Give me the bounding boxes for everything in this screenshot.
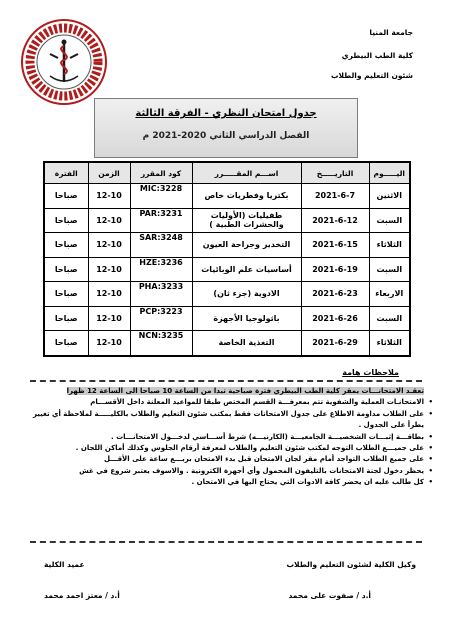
date-cell: 2021-6-7 <box>301 184 369 209</box>
code-cell: HZE:3236 <box>130 257 192 282</box>
note-text: تعقـد الامتحانـــات بمقر كلية الطب البيطري فترة صباحية تبدا من الساعة 10 صباحا الى الساعة 12 ظهرا <box>66 387 424 395</box>
date-cell: 2021-6-12 <box>301 208 369 233</box>
table-row <box>44 184 410 209</box>
semester-title: الفصل الدراسي الثاني 2020-2021 م <box>142 131 310 141</box>
day-cell: الثلاثاء <box>369 331 410 356</box>
code-cell: SAR:3248 <box>130 233 192 258</box>
dean-title: عميد الكلية <box>44 560 85 569</box>
time-cell: 12-10 <box>88 306 130 331</box>
period-cell: صباحا <box>44 257 88 282</box>
vice-dean-title: وكيل الكلية لشئون التعليم والطلاب <box>286 560 416 569</box>
table-header-row <box>44 162 410 184</box>
note-item: • الامتحانـات العملية والشفوية تتم بمعرفـــة القسم المختص طبقا للمواعيد المعلنة داخل الأقســـام <box>15 397 433 408</box>
course-cell: التخدير وجراحة العيون <box>192 233 301 258</box>
course-cell: أساسيات علم الوبائيات <box>192 257 301 282</box>
note-item: • على جميع الطلاب التواجد أمام مقر لجان الامتحان قبل بدء الامتحان بربـــع ساعة على الأقـــل <box>15 454 433 465</box>
header-course: اســـم المقـــــرر <box>192 162 301 184</box>
date-cell: 2021-6-15 <box>301 233 369 258</box>
note-item: • يحظر دخول لجنة الامتحانات بالتليفون المحمول وأي أجهزة الكترونية . والاسوف يعتبر شروع في غش <box>15 466 433 477</box>
course-cell: باثولوجيا الأجهزة <box>192 306 301 331</box>
date-cell: 2021-6-26 <box>301 306 369 331</box>
note-item: • بطاقـــة إثبـــات الشخصيـــة الجامعيـــة (الكارنيـــه) شرط أســـاسي لدخـــول الامتحانـــات . <box>15 432 433 443</box>
dashed-divider <box>30 380 422 382</box>
period-cell: صباحا <box>44 184 88 209</box>
university-name: جامعة المنيا <box>369 28 413 37</box>
notes-list <box>15 386 433 489</box>
header-period: الفترة <box>44 162 88 184</box>
schedule-title: جدول امتحان النظري - الفرقة الثالثة <box>135 108 317 119</box>
dean-name: أ.د / معتز احمد محمد <box>44 591 120 600</box>
code-cell: PCP:3223 <box>130 306 192 331</box>
note-item: • على جميـــع الطلاب التوجه لمكتب شئون التعليم والطلاب لمعرفة أرقام الجلوس وكذلك أماكن اللجان . <box>15 443 433 454</box>
table-row <box>44 331 410 356</box>
table-row <box>44 257 410 282</box>
time-cell: 12-10 <box>88 208 130 233</box>
code-cell: MIC:3228 <box>130 184 192 209</box>
day-cell: الاثنين <box>369 184 410 209</box>
note-item <box>15 386 433 397</box>
table-row <box>44 306 410 331</box>
period-cell: صباحا <box>44 306 88 331</box>
time-cell: 12-10 <box>88 331 130 356</box>
period-cell: صباحا <box>44 282 88 307</box>
code-cell: PAR:3231 <box>130 208 192 233</box>
course-cell: طفيليات (الأوليات والحشرات الطبية ) <box>192 208 301 233</box>
day-cell: السبت <box>369 257 410 282</box>
day-cell: الاربعاء <box>369 282 410 307</box>
time-cell: 12-10 <box>88 282 130 307</box>
course-cell: بكتريا وفطريات خاص <box>192 184 301 209</box>
vice-dean-name: أ.د / صفوت على محمد <box>288 591 371 600</box>
table-row <box>44 208 410 233</box>
title-box <box>94 98 358 158</box>
code-cell: NCN:3235 <box>130 331 192 356</box>
day-cell: الثلاثاء <box>369 233 410 258</box>
header-organization <box>263 28 413 91</box>
time-cell: 12-10 <box>88 233 130 258</box>
day-cell: السبت <box>369 208 410 233</box>
course-cell: التغذية الخاصة <box>192 331 301 356</box>
code-cell: PHA:3233 <box>130 282 192 307</box>
header-date: التاريـــــخ <box>301 162 369 184</box>
header-code: كود المقرر <box>130 162 192 184</box>
period-cell: صباحا <box>44 208 88 233</box>
header-day: اليـــــوم <box>369 162 410 184</box>
time-cell: 12-10 <box>88 184 130 209</box>
date-cell: 2021-6-29 <box>301 331 369 356</box>
table-row <box>44 233 410 258</box>
date-cell: 2021-6-23 <box>301 282 369 307</box>
dashed-divider <box>30 541 422 543</box>
notes-title: ملاحظات هامة <box>342 368 399 377</box>
department-name: شئون التعليم والطلاب <box>330 71 413 80</box>
time-cell: 12-10 <box>88 257 130 282</box>
date-cell: 2021-6-19 <box>301 257 369 282</box>
day-cell: السبت <box>369 306 410 331</box>
note-item: • على الطلاب مداومة الاطلاع على جدول الامتحانات فقط بمكتب شئون التعليم والطلاب بالكليـــــة لملاحظة أي تغيير يطرأ على الجدول . <box>15 409 433 432</box>
faculty-name: كلية الطب البيطري <box>341 51 413 60</box>
header-time: الزمن <box>88 162 130 184</box>
period-cell: صباحا <box>44 331 88 356</box>
faculty-seal-icon <box>20 18 108 106</box>
table-row <box>44 282 410 307</box>
exam-schedule-table <box>43 161 411 357</box>
note-item: • كل طالب عليه ان يحضر كافة الادوات التي يحتاج اليها في الامتحان . <box>15 477 433 488</box>
period-cell: صباحا <box>44 233 88 258</box>
course-cell: الادوية (جزء ثان) <box>192 282 301 307</box>
